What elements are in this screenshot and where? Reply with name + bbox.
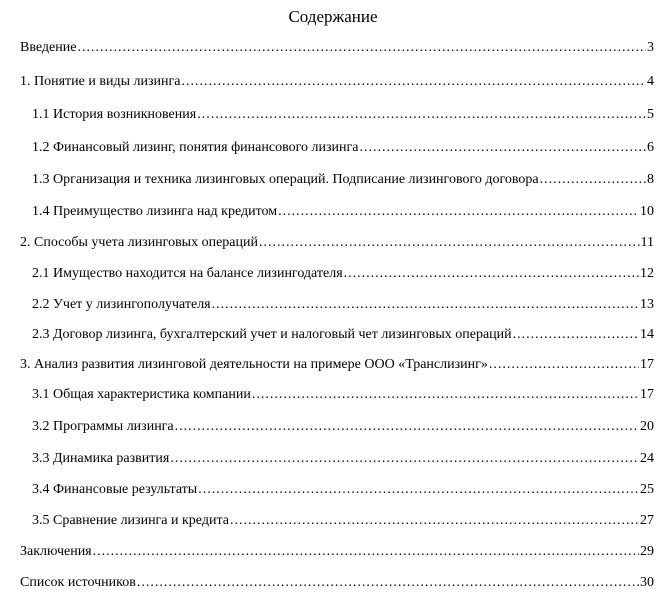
toc-entry-introduction [20,38,654,58]
toc-entry-text: Введение [20,40,77,55]
toc-entry-section-3-2 [32,417,654,437]
toc-page-number: 17 [640,387,654,402]
toc-entry-section-2-2 [32,295,654,315]
dot-leader [252,385,639,405]
toc-page-number: 6 [647,140,654,155]
dot-leader [198,480,639,500]
dot-leader [278,202,639,222]
toc-page-number: 13 [640,297,654,312]
toc-entry-text: Список источников [20,575,136,590]
toc-entry-section-1-4 [32,202,654,222]
toc-page-number: 5 [647,107,654,122]
toc-entry-text: 2. Способы учета лизинговых операций [20,235,258,250]
dot-leader [344,264,639,284]
toc-entry-section-3-1 [32,385,654,405]
dot-leader [212,295,639,315]
toc-entry-text: 3.1 Общая характеристика компании [32,387,251,402]
dot-leader [137,573,639,593]
toc-page-number: 14 [640,327,654,342]
toc-entry-text: 2.3 Договор лизинга, бухгалтерский учет и налоговый чет лизинговых операций [32,327,512,342]
toc-entry-section-1-3 [32,170,654,190]
dot-leader [513,325,639,345]
dot-leader [181,72,646,92]
toc-entry-conclusion [20,542,654,562]
dot-leader [93,542,639,562]
toc-entry-chapter-3 [20,355,654,375]
toc-entry-section-3-5 [32,511,654,531]
toc-page-number: 3 [647,40,654,55]
toc-page-number: 25 [640,482,654,497]
toc-title: Содержание [288,7,378,26]
toc-page-number: 20 [640,419,654,434]
dot-leader [77,38,646,58]
toc-entry-text: Заключения [20,544,92,559]
toc-entry-text: 2.1 Имущество находится на балансе лизингодателя [32,266,343,281]
toc-page-number: 11 [640,235,654,250]
toc-entry-text: 3.3 Динамика развития [32,451,170,466]
dot-leader [230,511,639,531]
toc-page-number: 8 [647,172,654,187]
dot-leader [197,105,646,125]
toc-entry-section-2-1 [32,264,654,284]
toc-page-number: 4 [647,74,654,89]
dot-leader [175,417,639,437]
toc-page-number: 17 [640,357,654,372]
toc-page-number: 10 [640,204,654,219]
dot-leader [489,355,639,375]
dot-leader [259,233,640,253]
toc-entry-text: 1.1 История возникновения [32,107,197,122]
toc-entry-text: 2.2 Учет у лизингополучателя [32,297,211,312]
toc-entry-text: 1.3 Организация и техника лизинговых операций. Подписание лизингового договора [32,172,539,187]
toc-page-number: 12 [640,266,654,281]
toc-entry-section-1-2 [32,138,654,158]
toc-entry-section-2-3 [32,325,654,345]
toc-entry-text: 3.4 Финансовые результаты [32,482,198,497]
dot-leader [170,449,639,469]
toc-entry-section-1-1 [32,105,654,125]
toc-page-number: 30 [640,575,654,590]
toc-entry-text: 3.2 Программы лизинга [32,419,174,434]
toc-entry-text: 3. Анализ развития лизинговой деятельности на примере ООО «Транслизинг» [20,357,488,372]
toc-entry-section-3-4 [32,480,654,500]
dot-leader [359,138,646,158]
toc-entry-chapter-1 [20,72,654,92]
toc-page-number: 29 [640,544,654,559]
toc-entry-text: 3.5 Сравнение лизинга и кредита [32,513,229,528]
toc-entry-chapter-2 [20,233,654,253]
toc-entry-sources [20,573,654,593]
toc-page-number: 24 [640,451,654,466]
toc-entry-section-3-3 [32,449,654,469]
toc-entry-text: 1.2 Финансовый лизинг, понятия финансового лизинга [32,140,359,155]
toc-entry-text: 1.4 Преимущество лизинга над кредитом [32,204,278,219]
toc-page-number: 27 [640,513,654,528]
dot-leader [540,170,646,190]
toc-entry-text: 1. Понятие и виды лизинга [20,74,181,89]
